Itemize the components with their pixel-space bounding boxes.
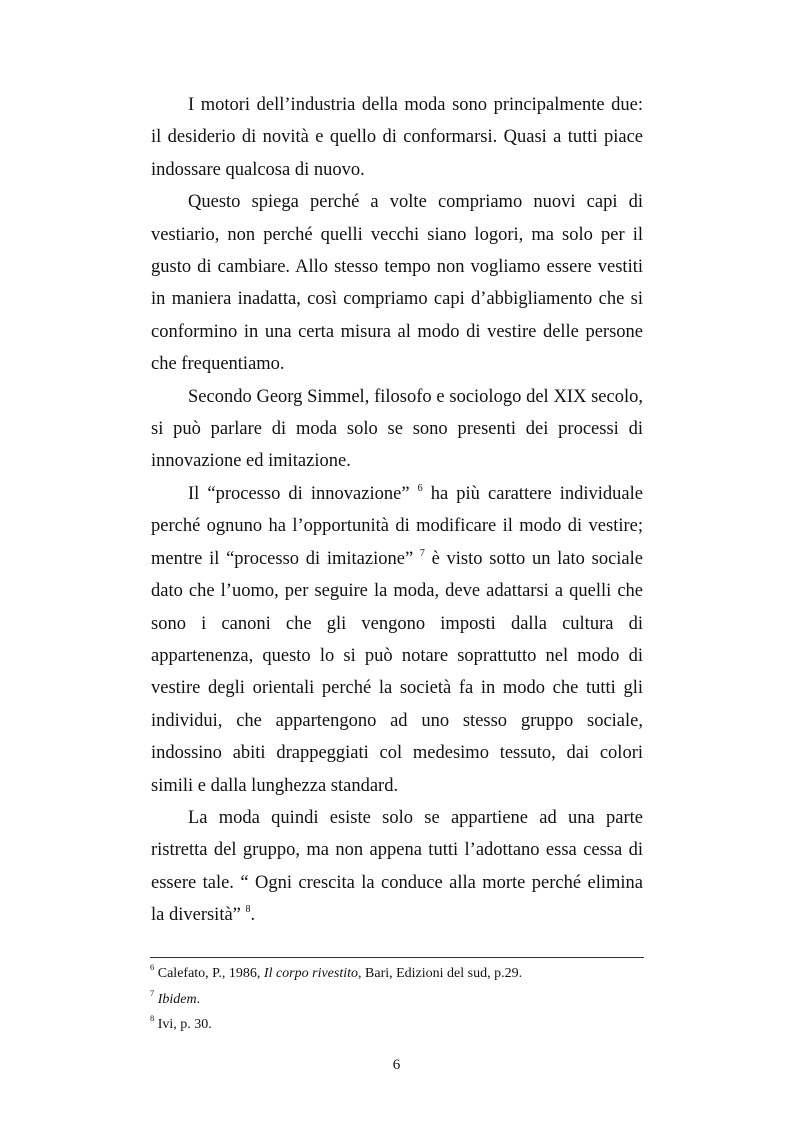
footnote-separator bbox=[150, 957, 644, 958]
body-text bbox=[151, 89, 643, 932]
paragraph-3: Secondo Georg Simmel, filosofo e sociologo del XIX secolo, si può parlare di moda solo se sono presenti dei processi di innovazione ed imitazione. bbox=[151, 386, 643, 472]
paragraph-4-text-3: è visto sotto un lato sociale dato che l’uomo, per seguire la moda, deve adattarsi a quelli che sono i canoni che gli vengono imposti dalla cultura di appartenenza, questo lo si può notare soprattutto nel modo di vestire degli orientali perché la società fa in modo che tutti gli individui, che appartengono ad uno stesso gruppo sociale, indossino abiti drappeggiati col medesimo tessuto, dai colori simili e dalla lunghezza standard. bbox=[151, 548, 643, 796]
footnote-number: 8 bbox=[150, 1013, 155, 1024]
footnotes bbox=[150, 961, 644, 1038]
paragraph-1: I motori dell’industria della moda sono principalmente due: il desiderio di novità e quello di conformarsi. Quasi a tutti piace indossare qualcosa di nuovo. bbox=[151, 95, 643, 180]
page-number: 6 bbox=[392, 1057, 401, 1073]
footnote-text: Ivi, p. 30. bbox=[157, 1017, 212, 1032]
paragraph-4 bbox=[151, 478, 643, 802]
footnote-ref-8: 8 bbox=[245, 904, 251, 915]
paragraph-5 bbox=[151, 802, 643, 932]
footnote-ref-6: 6 bbox=[417, 482, 423, 494]
footnote-text: , Bari, Edizioni del sud, p.29. bbox=[358, 966, 523, 981]
footnote-7 bbox=[150, 987, 644, 1013]
paragraph-5-text-1: La moda quindi esiste solo se appartiene ad una parte ristretta del gruppo, ma non appena tutti l’adottano essa cessa di essere tale. “ Ogni crescita la conduce alla morte perché elimina la diversità” bbox=[151, 807, 643, 926]
paragraph-2: Questo spiega perché a volte compriamo nuovi capi di vestiario, non perché quelli vecchi siano logori, ma solo per il gusto di cambiare. Allo stesso tempo non vogliamo essere vestiti in maniera inadatta, così compriamo capi d’abbigliamento che si conformino in una certa misura al modo di vestire delle persone che frequentiamo. bbox=[151, 192, 643, 375]
paragraph-4-text-1: Il “processo di innovazione” bbox=[188, 483, 410, 504]
footnote-number: 7 bbox=[150, 987, 155, 998]
footnote-text: . bbox=[196, 991, 201, 1007]
paragraph-4-text-2: ha più carattere individuale perché ognuno ha l’opportunità di modificare il modo di vestire; mentre il “processo di imitazione” bbox=[151, 483, 643, 569]
footnote-title: Il corpo rivestito bbox=[263, 966, 359, 981]
paragraph-5-text-2: . bbox=[250, 905, 256, 926]
footnote-number: 6 bbox=[150, 962, 155, 973]
footnote-ref-7: 7 bbox=[419, 547, 425, 559]
footnote-8 bbox=[150, 1012, 644, 1038]
footnote-title: Ibidem bbox=[157, 991, 197, 1007]
footnote-text: Calefato, P., 1986, bbox=[157, 966, 264, 981]
footnote-6 bbox=[150, 961, 644, 987]
